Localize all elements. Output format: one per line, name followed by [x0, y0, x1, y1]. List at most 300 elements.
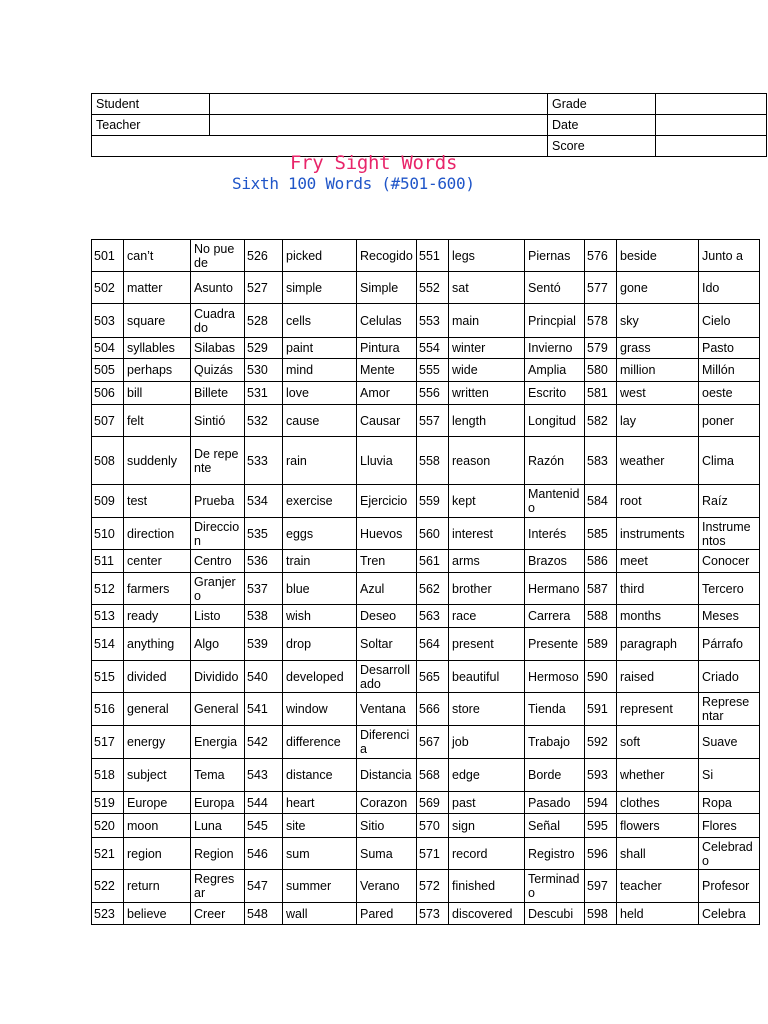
english-word: summer — [283, 870, 357, 903]
english-word: soft — [617, 726, 699, 759]
word-number: 584 — [585, 485, 617, 518]
spanish-word: Soltar — [357, 628, 417, 661]
english-word: wide — [449, 359, 525, 382]
spanish-word: Tema — [191, 759, 245, 792]
english-word: sky — [617, 304, 699, 338]
english-word: direction — [124, 518, 191, 550]
english-word: sum — [283, 838, 357, 870]
spanish-word: Piernas — [525, 240, 585, 272]
grade-label: Grade — [548, 94, 656, 115]
english-word: interest — [449, 518, 525, 550]
english-word: present — [449, 628, 525, 661]
spanish-word: Representar — [699, 693, 760, 726]
spanish-word: Invierno — [525, 338, 585, 359]
word-number: 586 — [585, 550, 617, 573]
spanish-word: Mente — [357, 359, 417, 382]
spanish-word: Pintura — [357, 338, 417, 359]
spanish-word: Trabajo — [525, 726, 585, 759]
english-word: instruments — [617, 518, 699, 550]
spanish-word: Centro — [191, 550, 245, 573]
word-number: 538 — [245, 605, 283, 628]
english-word: train — [283, 550, 357, 573]
sight-words-table — [91, 239, 760, 925]
word-number: 507 — [92, 405, 124, 437]
english-word: exercise — [283, 485, 357, 518]
spanish-word: poner — [699, 405, 760, 437]
spanish-word: Clima — [699, 437, 760, 485]
spanish-word: Registro — [525, 838, 585, 870]
english-word: shall — [617, 838, 699, 870]
score-field[interactable] — [656, 136, 767, 157]
table-row — [92, 518, 760, 550]
word-number: 519 — [92, 792, 124, 814]
word-number: 591 — [585, 693, 617, 726]
english-word: legs — [449, 240, 525, 272]
english-word: winter — [449, 338, 525, 359]
spanish-word: Celebra — [699, 903, 760, 925]
word-number: 514 — [92, 628, 124, 661]
table-row — [92, 485, 760, 518]
word-number: 587 — [585, 573, 617, 605]
word-number: 596 — [585, 838, 617, 870]
word-number: 518 — [92, 759, 124, 792]
spanish-word: Prueba — [191, 485, 245, 518]
word-number: 553 — [417, 304, 449, 338]
spanish-word: Listo — [191, 605, 245, 628]
word-number: 567 — [417, 726, 449, 759]
page-title: Fry Sight Words — [290, 152, 458, 174]
english-word: developed — [283, 661, 357, 693]
spanish-word: Amor — [357, 382, 417, 405]
date-field[interactable] — [656, 115, 767, 136]
english-word: paint — [283, 338, 357, 359]
english-word: raised — [617, 661, 699, 693]
spanish-word: Ropa — [699, 792, 760, 814]
spanish-word: No puede — [191, 240, 245, 272]
table-row — [92, 838, 760, 870]
english-word: record — [449, 838, 525, 870]
word-number: 569 — [417, 792, 449, 814]
english-word: months — [617, 605, 699, 628]
word-number: 506 — [92, 382, 124, 405]
table-row — [92, 814, 760, 838]
page-subtitle: Sixth 100 Words (#501-600) — [232, 174, 475, 193]
word-number: 558 — [417, 437, 449, 485]
word-number: 537 — [245, 573, 283, 605]
english-word: simple — [283, 272, 357, 304]
spanish-word: Cielo — [699, 304, 760, 338]
english-word: divided — [124, 661, 191, 693]
english-word: lay — [617, 405, 699, 437]
word-number: 561 — [417, 550, 449, 573]
word-number: 557 — [417, 405, 449, 437]
word-number: 540 — [245, 661, 283, 693]
word-number: 546 — [245, 838, 283, 870]
spanish-word: Corazon — [357, 792, 417, 814]
english-word: site — [283, 814, 357, 838]
word-number: 533 — [245, 437, 283, 485]
word-number: 539 — [245, 628, 283, 661]
spanish-word: Causar — [357, 405, 417, 437]
student-info-table — [91, 93, 767, 157]
date-label: Date — [548, 115, 656, 136]
spanish-word: Desarrollado — [357, 661, 417, 693]
spanish-word: Señal — [525, 814, 585, 838]
word-number: 523 — [92, 903, 124, 925]
word-number: 568 — [417, 759, 449, 792]
word-number: 531 — [245, 382, 283, 405]
english-word: finished — [449, 870, 525, 903]
word-number: 577 — [585, 272, 617, 304]
english-word: region — [124, 838, 191, 870]
word-number: 597 — [585, 870, 617, 903]
spanish-word: Azul — [357, 573, 417, 605]
table-row — [92, 573, 760, 605]
spanish-word: Cuadrado — [191, 304, 245, 338]
word-number: 583 — [585, 437, 617, 485]
english-word: kept — [449, 485, 525, 518]
spanish-word: Dividido — [191, 661, 245, 693]
table-row — [92, 726, 760, 759]
word-number: 589 — [585, 628, 617, 661]
spanish-word: Pared — [357, 903, 417, 925]
english-word: center — [124, 550, 191, 573]
spanish-word: Si — [699, 759, 760, 792]
spanish-word: Terminado — [525, 870, 585, 903]
word-number: 592 — [585, 726, 617, 759]
spanish-word: Deseo — [357, 605, 417, 628]
spanish-word: Celebrado — [699, 838, 760, 870]
english-word: matter — [124, 272, 191, 304]
english-word: flowers — [617, 814, 699, 838]
word-number: 508 — [92, 437, 124, 485]
word-number: 593 — [585, 759, 617, 792]
word-number: 552 — [417, 272, 449, 304]
word-number: 556 — [417, 382, 449, 405]
word-number: 544 — [245, 792, 283, 814]
english-word: beautiful — [449, 661, 525, 693]
english-word: difference — [283, 726, 357, 759]
spanish-word: Diferencia — [357, 726, 417, 759]
spanish-word: Algo — [191, 628, 245, 661]
word-number: 543 — [245, 759, 283, 792]
word-number: 511 — [92, 550, 124, 573]
word-number: 564 — [417, 628, 449, 661]
word-number: 571 — [417, 838, 449, 870]
spanish-word: Distancia — [357, 759, 417, 792]
word-number: 527 — [245, 272, 283, 304]
english-word: discovered — [449, 903, 525, 925]
spanish-word: Pasado — [525, 792, 585, 814]
english-word: arms — [449, 550, 525, 573]
spanish-word: Celulas — [357, 304, 417, 338]
english-word: sat — [449, 272, 525, 304]
spanish-word: Europa — [191, 792, 245, 814]
spanish-word: Billete — [191, 382, 245, 405]
word-number: 509 — [92, 485, 124, 518]
english-word: rain — [283, 437, 357, 485]
table-row — [92, 437, 760, 485]
word-number: 595 — [585, 814, 617, 838]
spanish-word: Lluvia — [357, 437, 417, 485]
word-number: 579 — [585, 338, 617, 359]
english-word: wall — [283, 903, 357, 925]
spanish-word: Granjero — [191, 573, 245, 605]
table-row — [92, 304, 760, 338]
table-row — [92, 628, 760, 661]
english-word: teacher — [617, 870, 699, 903]
word-number: 582 — [585, 405, 617, 437]
spanish-word: Carrera — [525, 605, 585, 628]
table-row — [92, 240, 760, 272]
table-row — [92, 693, 760, 726]
english-word: anything — [124, 628, 191, 661]
english-word: clothes — [617, 792, 699, 814]
spanish-word: Ejercicio — [357, 485, 417, 518]
spanish-word: Silabas — [191, 338, 245, 359]
english-word: felt — [124, 405, 191, 437]
spanish-word: Longitud — [525, 405, 585, 437]
english-word: wish — [283, 605, 357, 628]
spanish-word: Region — [191, 838, 245, 870]
word-number: 502 — [92, 272, 124, 304]
spanish-word: Razón — [525, 437, 585, 485]
teacher-field[interactable] — [210, 115, 548, 136]
english-word: distance — [283, 759, 357, 792]
english-word: job — [449, 726, 525, 759]
table-row — [92, 792, 760, 814]
english-word: gone — [617, 272, 699, 304]
score-label: Score — [548, 136, 656, 157]
english-word: ready — [124, 605, 191, 628]
english-word: Europe — [124, 792, 191, 814]
english-word: general — [124, 693, 191, 726]
spanish-word: Tienda — [525, 693, 585, 726]
word-number: 598 — [585, 903, 617, 925]
english-word: edge — [449, 759, 525, 792]
word-number: 510 — [92, 518, 124, 550]
word-number: 548 — [245, 903, 283, 925]
word-number: 585 — [585, 518, 617, 550]
spanish-word: Párrafo — [699, 628, 760, 661]
english-word: race — [449, 605, 525, 628]
spanish-word: Profesor — [699, 870, 760, 903]
spanish-word: Ido — [699, 272, 760, 304]
spanish-word: Tercero — [699, 573, 760, 605]
spanish-word: Interés — [525, 518, 585, 550]
spanish-word: Hermoso — [525, 661, 585, 693]
english-word: meet — [617, 550, 699, 573]
word-number: 534 — [245, 485, 283, 518]
spanish-word: Suma — [357, 838, 417, 870]
english-word: whether — [617, 759, 699, 792]
spanish-word: Sitio — [357, 814, 417, 838]
spanish-word: De repente — [191, 437, 245, 485]
table-row — [92, 661, 760, 693]
english-word: million — [617, 359, 699, 382]
spanish-word: Descubi — [525, 903, 585, 925]
spanish-word: Direccion — [191, 518, 245, 550]
english-word: brother — [449, 573, 525, 605]
table-row — [92, 550, 760, 573]
table-row — [92, 903, 760, 925]
word-number: 528 — [245, 304, 283, 338]
english-word: square — [124, 304, 191, 338]
english-word: paragraph — [617, 628, 699, 661]
word-number: 581 — [585, 382, 617, 405]
spanish-word: Borde — [525, 759, 585, 792]
english-word: sign — [449, 814, 525, 838]
english-word: main — [449, 304, 525, 338]
spanish-word: Verano — [357, 870, 417, 903]
spanish-word: Meses — [699, 605, 760, 628]
english-word: test — [124, 485, 191, 518]
english-word: drop — [283, 628, 357, 661]
english-word: window — [283, 693, 357, 726]
english-word: return — [124, 870, 191, 903]
english-word: perhaps — [124, 359, 191, 382]
english-word: weather — [617, 437, 699, 485]
word-number: 555 — [417, 359, 449, 382]
word-number: 563 — [417, 605, 449, 628]
english-word: bill — [124, 382, 191, 405]
table-row — [92, 272, 760, 304]
english-word: mind — [283, 359, 357, 382]
english-word: written — [449, 382, 525, 405]
word-number: 547 — [245, 870, 283, 903]
english-word: eggs — [283, 518, 357, 550]
english-word: beside — [617, 240, 699, 272]
student-field[interactable] — [210, 94, 548, 115]
table-row — [92, 338, 760, 359]
word-number: 526 — [245, 240, 283, 272]
spanish-word: Hermano — [525, 573, 585, 605]
spanish-word: Quizás — [191, 359, 245, 382]
word-number: 554 — [417, 338, 449, 359]
english-word: blue — [283, 573, 357, 605]
word-number: 565 — [417, 661, 449, 693]
word-number: 562 — [417, 573, 449, 605]
english-word: can’t — [124, 240, 191, 272]
table-row — [92, 759, 760, 792]
word-number: 588 — [585, 605, 617, 628]
english-word: subject — [124, 759, 191, 792]
english-word: grass — [617, 338, 699, 359]
spanish-word: Suave — [699, 726, 760, 759]
english-word: length — [449, 405, 525, 437]
word-number: 594 — [585, 792, 617, 814]
spanish-word: Princpial — [525, 304, 585, 338]
word-number: 545 — [245, 814, 283, 838]
spanish-word: Huevos — [357, 518, 417, 550]
word-number: 566 — [417, 693, 449, 726]
english-word: third — [617, 573, 699, 605]
spanish-word: Ventana — [357, 693, 417, 726]
english-word: heart — [283, 792, 357, 814]
word-number: 532 — [245, 405, 283, 437]
word-number: 513 — [92, 605, 124, 628]
spanish-word: General — [191, 693, 245, 726]
english-word: love — [283, 382, 357, 405]
spanish-word: Raíz — [699, 485, 760, 518]
spanish-word: Asunto — [191, 272, 245, 304]
english-word: syllables — [124, 338, 191, 359]
spanish-word: Recogido — [357, 240, 417, 272]
spanish-word: Tren — [357, 550, 417, 573]
english-word: picked — [283, 240, 357, 272]
word-number: 530 — [245, 359, 283, 382]
word-number: 590 — [585, 661, 617, 693]
english-word: energy — [124, 726, 191, 759]
spanish-word: Escrito — [525, 382, 585, 405]
spanish-word: Simple — [357, 272, 417, 304]
word-number: 535 — [245, 518, 283, 550]
word-number: 572 — [417, 870, 449, 903]
word-number: 529 — [245, 338, 283, 359]
word-number: 505 — [92, 359, 124, 382]
spanish-word: Instrumentos — [699, 518, 760, 550]
table-row — [92, 382, 760, 405]
english-word: believe — [124, 903, 191, 925]
word-number: 576 — [585, 240, 617, 272]
english-word: represent — [617, 693, 699, 726]
spanish-word: Brazos — [525, 550, 585, 573]
word-number: 504 — [92, 338, 124, 359]
spanish-word: Conocer — [699, 550, 760, 573]
english-word: suddenly — [124, 437, 191, 485]
spanish-word: Millón — [699, 359, 760, 382]
teacher-row — [92, 115, 767, 136]
spanish-word: Amplia — [525, 359, 585, 382]
table-row — [92, 359, 760, 382]
word-number: 515 — [92, 661, 124, 693]
spanish-word: Junto a — [699, 240, 760, 272]
english-word: farmers — [124, 573, 191, 605]
word-number: 573 — [417, 903, 449, 925]
english-word: root — [617, 485, 699, 518]
english-word: moon — [124, 814, 191, 838]
word-number: 570 — [417, 814, 449, 838]
english-word: held — [617, 903, 699, 925]
spanish-word: Mantenido — [525, 485, 585, 518]
word-number: 560 — [417, 518, 449, 550]
english-word: reason — [449, 437, 525, 485]
word-number: 501 — [92, 240, 124, 272]
student-row — [92, 94, 767, 115]
word-number: 580 — [585, 359, 617, 382]
spanish-word: Luna — [191, 814, 245, 838]
spanish-word: Flores — [699, 814, 760, 838]
spanish-word: Pasto — [699, 338, 760, 359]
word-number: 542 — [245, 726, 283, 759]
spanish-word: Regresar — [191, 870, 245, 903]
word-number: 551 — [417, 240, 449, 272]
table-row — [92, 870, 760, 903]
word-number: 516 — [92, 693, 124, 726]
spanish-word: Sentó — [525, 272, 585, 304]
grade-field[interactable] — [656, 94, 767, 115]
spanish-word: Sintió — [191, 405, 245, 437]
word-number: 520 — [92, 814, 124, 838]
word-number: 521 — [92, 838, 124, 870]
spanish-word: Criado — [699, 661, 760, 693]
word-number: 541 — [245, 693, 283, 726]
word-number: 512 — [92, 573, 124, 605]
english-word: past — [449, 792, 525, 814]
word-number: 578 — [585, 304, 617, 338]
spanish-word: oeste — [699, 382, 760, 405]
english-word: cells — [283, 304, 357, 338]
